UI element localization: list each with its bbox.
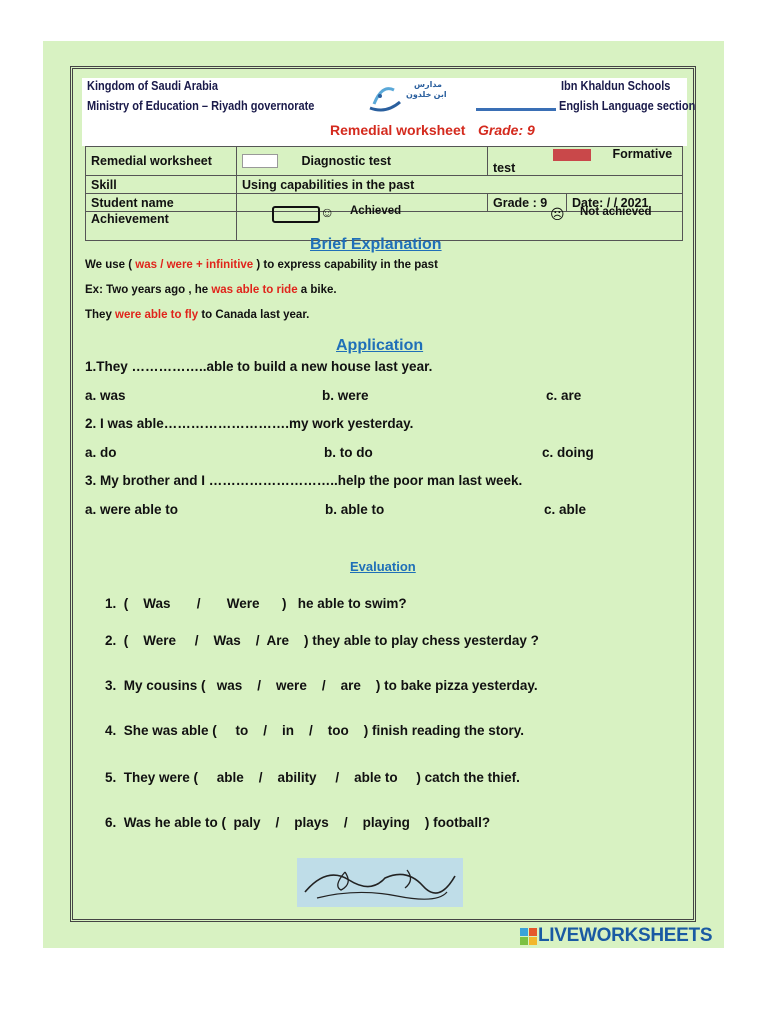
cell-remedial: Remedial worksheet [86, 147, 237, 176]
logo-text-1: مدارس [414, 80, 442, 89]
evaluation-heading: Evaluation [350, 559, 416, 574]
good-luck-signature-icon [297, 858, 463, 907]
question-1: 1.They ……………..able to build a new house last year. [85, 359, 433, 374]
q2-option-c[interactable]: c. doing [542, 445, 594, 460]
q3-option-a[interactable]: a. were able to [85, 502, 179, 517]
header-country: Kingdom of Saudi Arabia [87, 79, 218, 93]
achieved-checkbox[interactable] [272, 206, 320, 223]
header-underline [476, 108, 556, 111]
evaluation-item-3[interactable]: 3. My cousins ( was / were / are ) to bake pizza yesterday. [105, 678, 538, 693]
header-school: Ibn Khaldun Schools [561, 79, 671, 93]
cell-skill-value: Using capabilities in the past [237, 176, 683, 194]
application-heading: Application [336, 337, 424, 354]
cell-skill-label: Skill [86, 176, 237, 194]
achieved-label: Achieved [350, 205, 402, 217]
q1-option-b[interactable]: b. were [322, 388, 369, 403]
formative-label: Formative test [493, 147, 673, 175]
cell-diagnostic [237, 147, 488, 176]
explanation-line-2: Ex: Two years ago , he was able to ride a bike. [85, 284, 337, 296]
q3-option-c[interactable]: c. able [544, 502, 587, 517]
evaluation-item-4[interactable]: 4. She was able ( to / in / too ) finish reading the story. [105, 723, 525, 738]
header-ministry: Ministry of Education – Riyadh governorate [87, 99, 315, 113]
cell-student-label: Student name [86, 194, 237, 212]
question-2: 2. I was able……………………….my work yesterday. [85, 416, 414, 431]
logo-text-2: ابن خلدون [406, 90, 447, 99]
q3-option-b[interactable]: b. able to [325, 502, 385, 517]
evaluation-item-1[interactable]: 1. ( Was / Were ) he able to swim? [105, 596, 407, 611]
grade-title: Grade: 9 [478, 122, 535, 138]
cell-date: Date: / / 2021 [567, 194, 683, 212]
evaluation-item-5[interactable]: 5. They were ( able / ability / able to ) catch the thief. [105, 770, 520, 785]
evaluation-item-2[interactable]: 2. ( Were / Was / Are ) they able to play chess yesterday ? [105, 633, 539, 648]
info-table [85, 146, 683, 241]
liveworksheets-brand[interactable]: LIVEWORKSHEETS [538, 925, 713, 946]
liveworksheets-logo-icon [520, 928, 537, 945]
question-3: 3. My brother and I ………………………..help the poor man last week. [85, 473, 523, 488]
diagnostic-checkbox[interactable] [242, 154, 278, 168]
q2-option-b[interactable]: b. to do [324, 445, 373, 460]
worksheet-title: Remedial worksheet [330, 122, 466, 138]
cell-achievement: Achievement [86, 212, 237, 241]
not-achieved-label: Not achieved [580, 206, 652, 218]
diagnostic-label: Diagnostic test [301, 153, 392, 168]
smile-icon: ☺ [320, 204, 335, 220]
sad-face-icon: ☹ [550, 206, 565, 222]
evaluation-item-6[interactable]: 6. Was he able to ( paly / plays / playing ) football? [105, 815, 491, 830]
formative-checkbox[interactable] [553, 149, 591, 161]
explanation-line-3: They were able to fly to Canada last year. [85, 309, 310, 321]
header-section: English Language section [559, 99, 696, 113]
q2-option-a[interactable]: a. do [85, 445, 117, 460]
cell-grade: Grade : 9 [488, 194, 567, 212]
explanation-heading: Brief Explanation [310, 236, 442, 253]
q1-option-a[interactable]: a. was [85, 388, 126, 403]
explanation-line-1: We use ( was / were + infinitive ) to express capability in the past [85, 259, 438, 271]
cell-formative [488, 147, 683, 176]
q1-option-c[interactable]: c. are [546, 388, 582, 403]
good-luck-signature [297, 858, 463, 907]
